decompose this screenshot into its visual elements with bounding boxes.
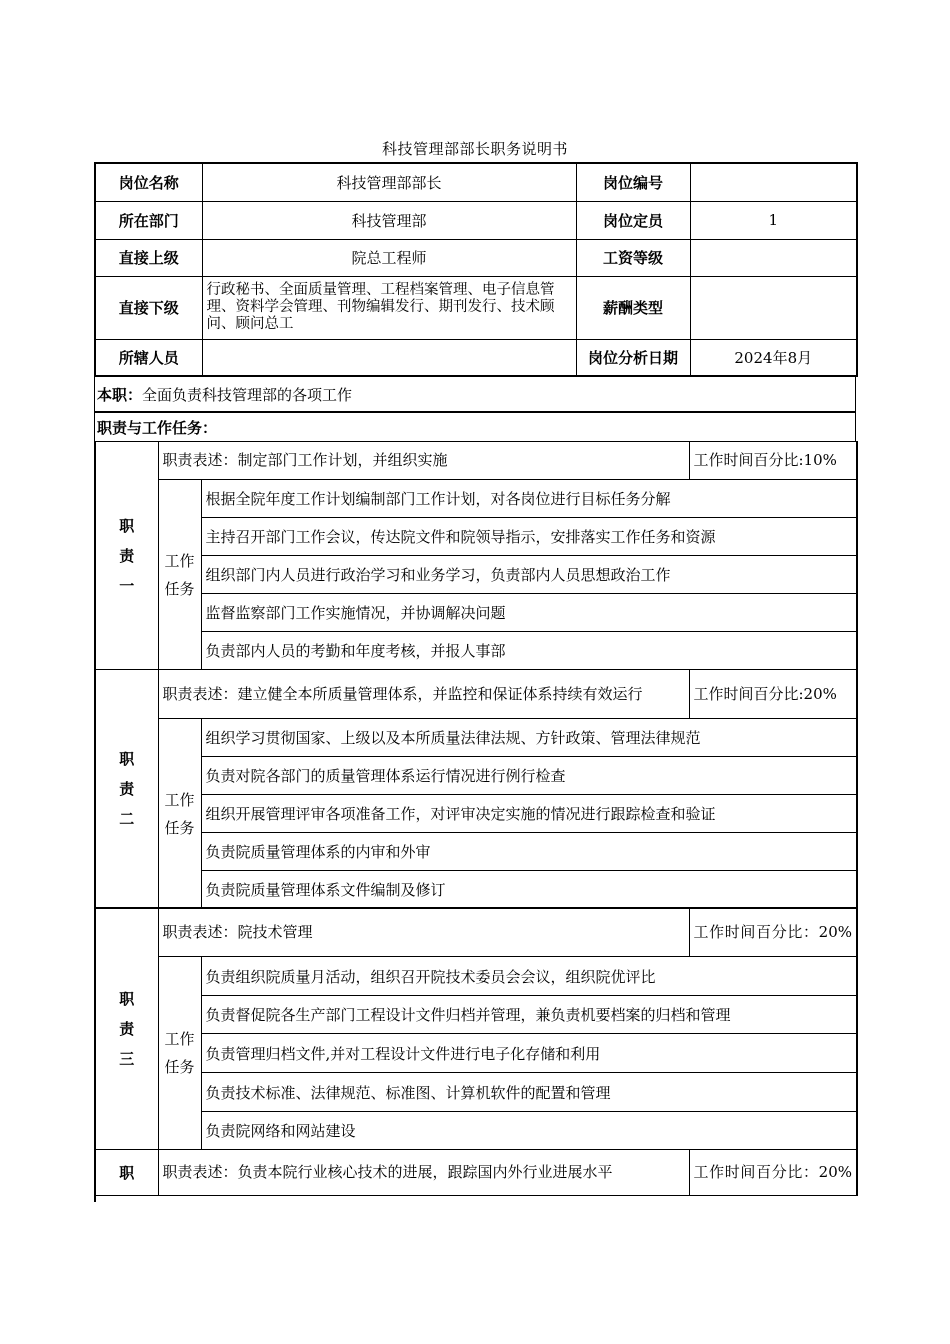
pay-type-value (690, 276, 857, 339)
duty-name: 职 (95, 1150, 158, 1196)
subordinate-label: 直接下级 (95, 276, 202, 339)
duty-block-2 (94, 669, 858, 909)
analysis-date-value: 2024年8月 (690, 339, 857, 376)
task-item: 组织学习贯彻国家、上级以及本所质量法律法规、方针政策、管理法律规范 (201, 719, 857, 757)
subordinate-value: 行政秘书、全面质量管理、工程档案管理、电子信息管理、资料学会管理、刊物编辑发行、期刊发行、技术顾问、顾问总工 (202, 276, 576, 339)
analysis-date-label: 岗位分析日期 (576, 339, 690, 376)
duty-block-1 (94, 441, 858, 670)
position-no-value (690, 163, 857, 201)
task-item: 组织开展管理评审各项准备工作，对评审决定实施的情况进行跟踪检查和验证 (201, 795, 857, 833)
duty-block-3 (94, 907, 858, 1150)
superior-label: 直接上级 (95, 239, 202, 276)
task-item: 监督监察部门工作实施情况，并协调解决问题 (201, 594, 857, 632)
salary-grade-value (690, 239, 857, 276)
task-item: 负责管理归档文件,并对工程设计文件进行电子化存储和利用 (201, 1034, 857, 1073)
position-info-table (94, 162, 858, 377)
duty-block-4 (94, 1149, 858, 1196)
task-label: 工作任务 (158, 480, 201, 670)
task-item: 负责组织院质量月活动，组织召开院技术委员会会议，组织院优评比 (201, 957, 857, 996)
task-item: 主持召开部门工作会议，传达院文件和院领导指示，安排落实工作任务和资源 (201, 518, 857, 556)
staff-value (202, 339, 576, 376)
duties-header-label: 职责与工作任务： (97, 418, 218, 437)
task-item: 负责对院各部门的质量管理体系运行情况进行例行检查 (201, 757, 857, 795)
headcount-value: 1 (690, 201, 857, 239)
task-item: 负责院质量管理体系文件编制及修订 (201, 871, 857, 909)
task-item: 负责技术标准、法律规范、标准图、计算机软件的配置和管理 (201, 1073, 857, 1112)
pay-type-label: 薪酬类型 (576, 276, 690, 339)
salary-grade-label: 工资等级 (576, 239, 690, 276)
position-no-label: 岗位编号 (576, 163, 690, 201)
superior-value: 院总工程师 (202, 239, 576, 276)
headcount-label: 岗位定员 (576, 201, 690, 239)
table-continuation-line (94, 1194, 96, 1202)
main-duty-label: 本职： (97, 385, 143, 404)
position-name-label: 岗位名称 (95, 163, 202, 201)
department-value: 科技管理部 (202, 201, 576, 239)
duties-header-row (94, 411, 856, 442)
duty-name: 职责二 (95, 670, 158, 909)
task-item: 负责院质量管理体系的内审和外审 (201, 833, 857, 871)
duty-statement: 职责表述：建立健全本所质量管理体系，并监控和保证体系持续有效运行 (158, 670, 689, 719)
duty-statement: 职责表述：负责本院行业核心技术的进展，跟踪国内外行业进展水平 (158, 1150, 689, 1196)
position-name-value: 科技管理部部长 (202, 163, 576, 201)
duty-percent: 工作时间百分比:10% (689, 442, 857, 480)
duty-name: 职责三 (95, 908, 158, 1150)
task-item: 负责院网络和网站建设 (201, 1112, 857, 1150)
task-item: 负责部内人员的考勤和年度考核，并报人事部 (201, 632, 857, 670)
task-label: 工作任务 (158, 957, 201, 1150)
task-label: 工作任务 (158, 719, 201, 909)
task-item: 组织部门内人员进行政治学习和业务学习，负责部内人员思想政治工作 (201, 556, 857, 594)
main-duty-row (94, 375, 856, 412)
staff-label: 所辖人员 (95, 339, 202, 376)
duty-percent: 工作时间百分比：20% (689, 908, 857, 957)
duty-name: 职责一 (95, 442, 158, 670)
duty-statement: 职责表述：院技术管理 (158, 908, 689, 957)
task-item: 负责督促院各生产部门工程设计文件归档并管理，兼负责机要档案的归档和管理 (201, 996, 857, 1034)
main-duty-text: 全面负责科技管理部的各项工作 (142, 385, 353, 404)
task-item: 根据全院年度工作计划编制部门工作计划，对各岗位进行目标任务分解 (201, 480, 857, 518)
page-title: 科技管理部部长职务说明书 (381, 140, 568, 158)
duty-percent: 工作时间百分比：20% (689, 1150, 857, 1196)
department-label: 所在部门 (95, 201, 202, 239)
duty-percent: 工作时间百分比:20% (689, 670, 857, 719)
duty-statement: 职责表述：制定部门工作计划，并组织实施 (158, 442, 689, 480)
